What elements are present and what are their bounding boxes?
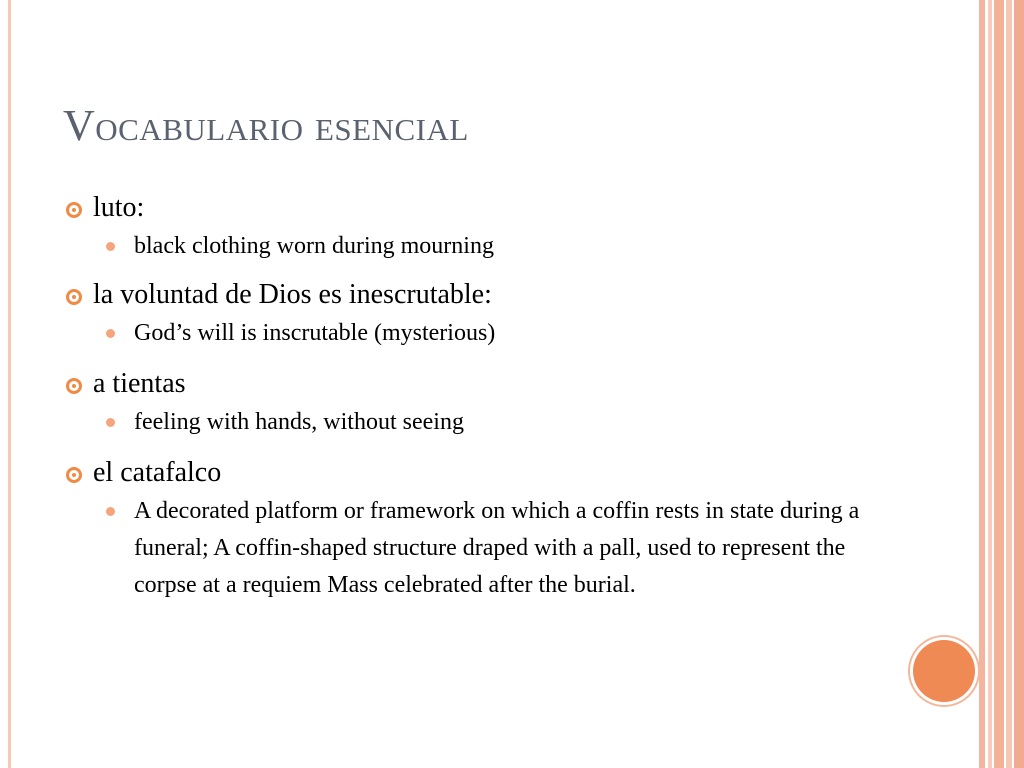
vocab-definition xyxy=(62,404,902,441)
term-text: la voluntad de Dios es inescrutable: xyxy=(93,279,492,310)
right-stripe xyxy=(1014,0,1024,768)
dot-bullet-icon xyxy=(106,507,115,516)
ring-bullet-icon xyxy=(66,202,82,218)
right-stripe xyxy=(988,0,992,768)
decorative-circle xyxy=(913,640,975,702)
vocabulary-list xyxy=(62,188,902,608)
dot-bullet-icon xyxy=(106,329,115,338)
ring-bullet-icon xyxy=(66,467,82,483)
dot-bullet-icon xyxy=(106,242,115,251)
vocab-term xyxy=(62,188,902,228)
vocab-definition xyxy=(62,228,902,265)
right-stripe xyxy=(994,0,1004,768)
definition-text: black clothing worn during mourning xyxy=(134,233,494,259)
right-stripe xyxy=(1006,0,1012,768)
definition-text: God’s will is inscrutable (mysterious) xyxy=(134,320,496,346)
definition-text: feeling with hands, without seeing xyxy=(134,409,464,435)
term-text: el catafalco xyxy=(93,457,222,488)
right-stripe xyxy=(979,0,985,768)
definition-text: A decorated platform or framework on which a coffin rests in state during a funeral; A coffin-shaped structure draped with a pall, used to represent the corpse at a requiem Mass celebrated after the burial. xyxy=(134,498,860,598)
ring-bullet-icon xyxy=(66,289,82,305)
slide-title: Vocabulario esencial xyxy=(63,101,469,150)
vocab-definition xyxy=(62,493,902,604)
left-frame-line xyxy=(8,0,11,768)
term-text: luto: xyxy=(93,192,145,223)
dot-bullet-icon xyxy=(106,418,115,427)
vocab-term xyxy=(62,453,902,493)
ring-bullet-icon xyxy=(66,378,82,394)
vocab-term xyxy=(62,364,902,404)
vocab-definition xyxy=(62,315,902,352)
term-text: a tientas xyxy=(93,368,186,399)
vocab-term xyxy=(62,275,902,315)
